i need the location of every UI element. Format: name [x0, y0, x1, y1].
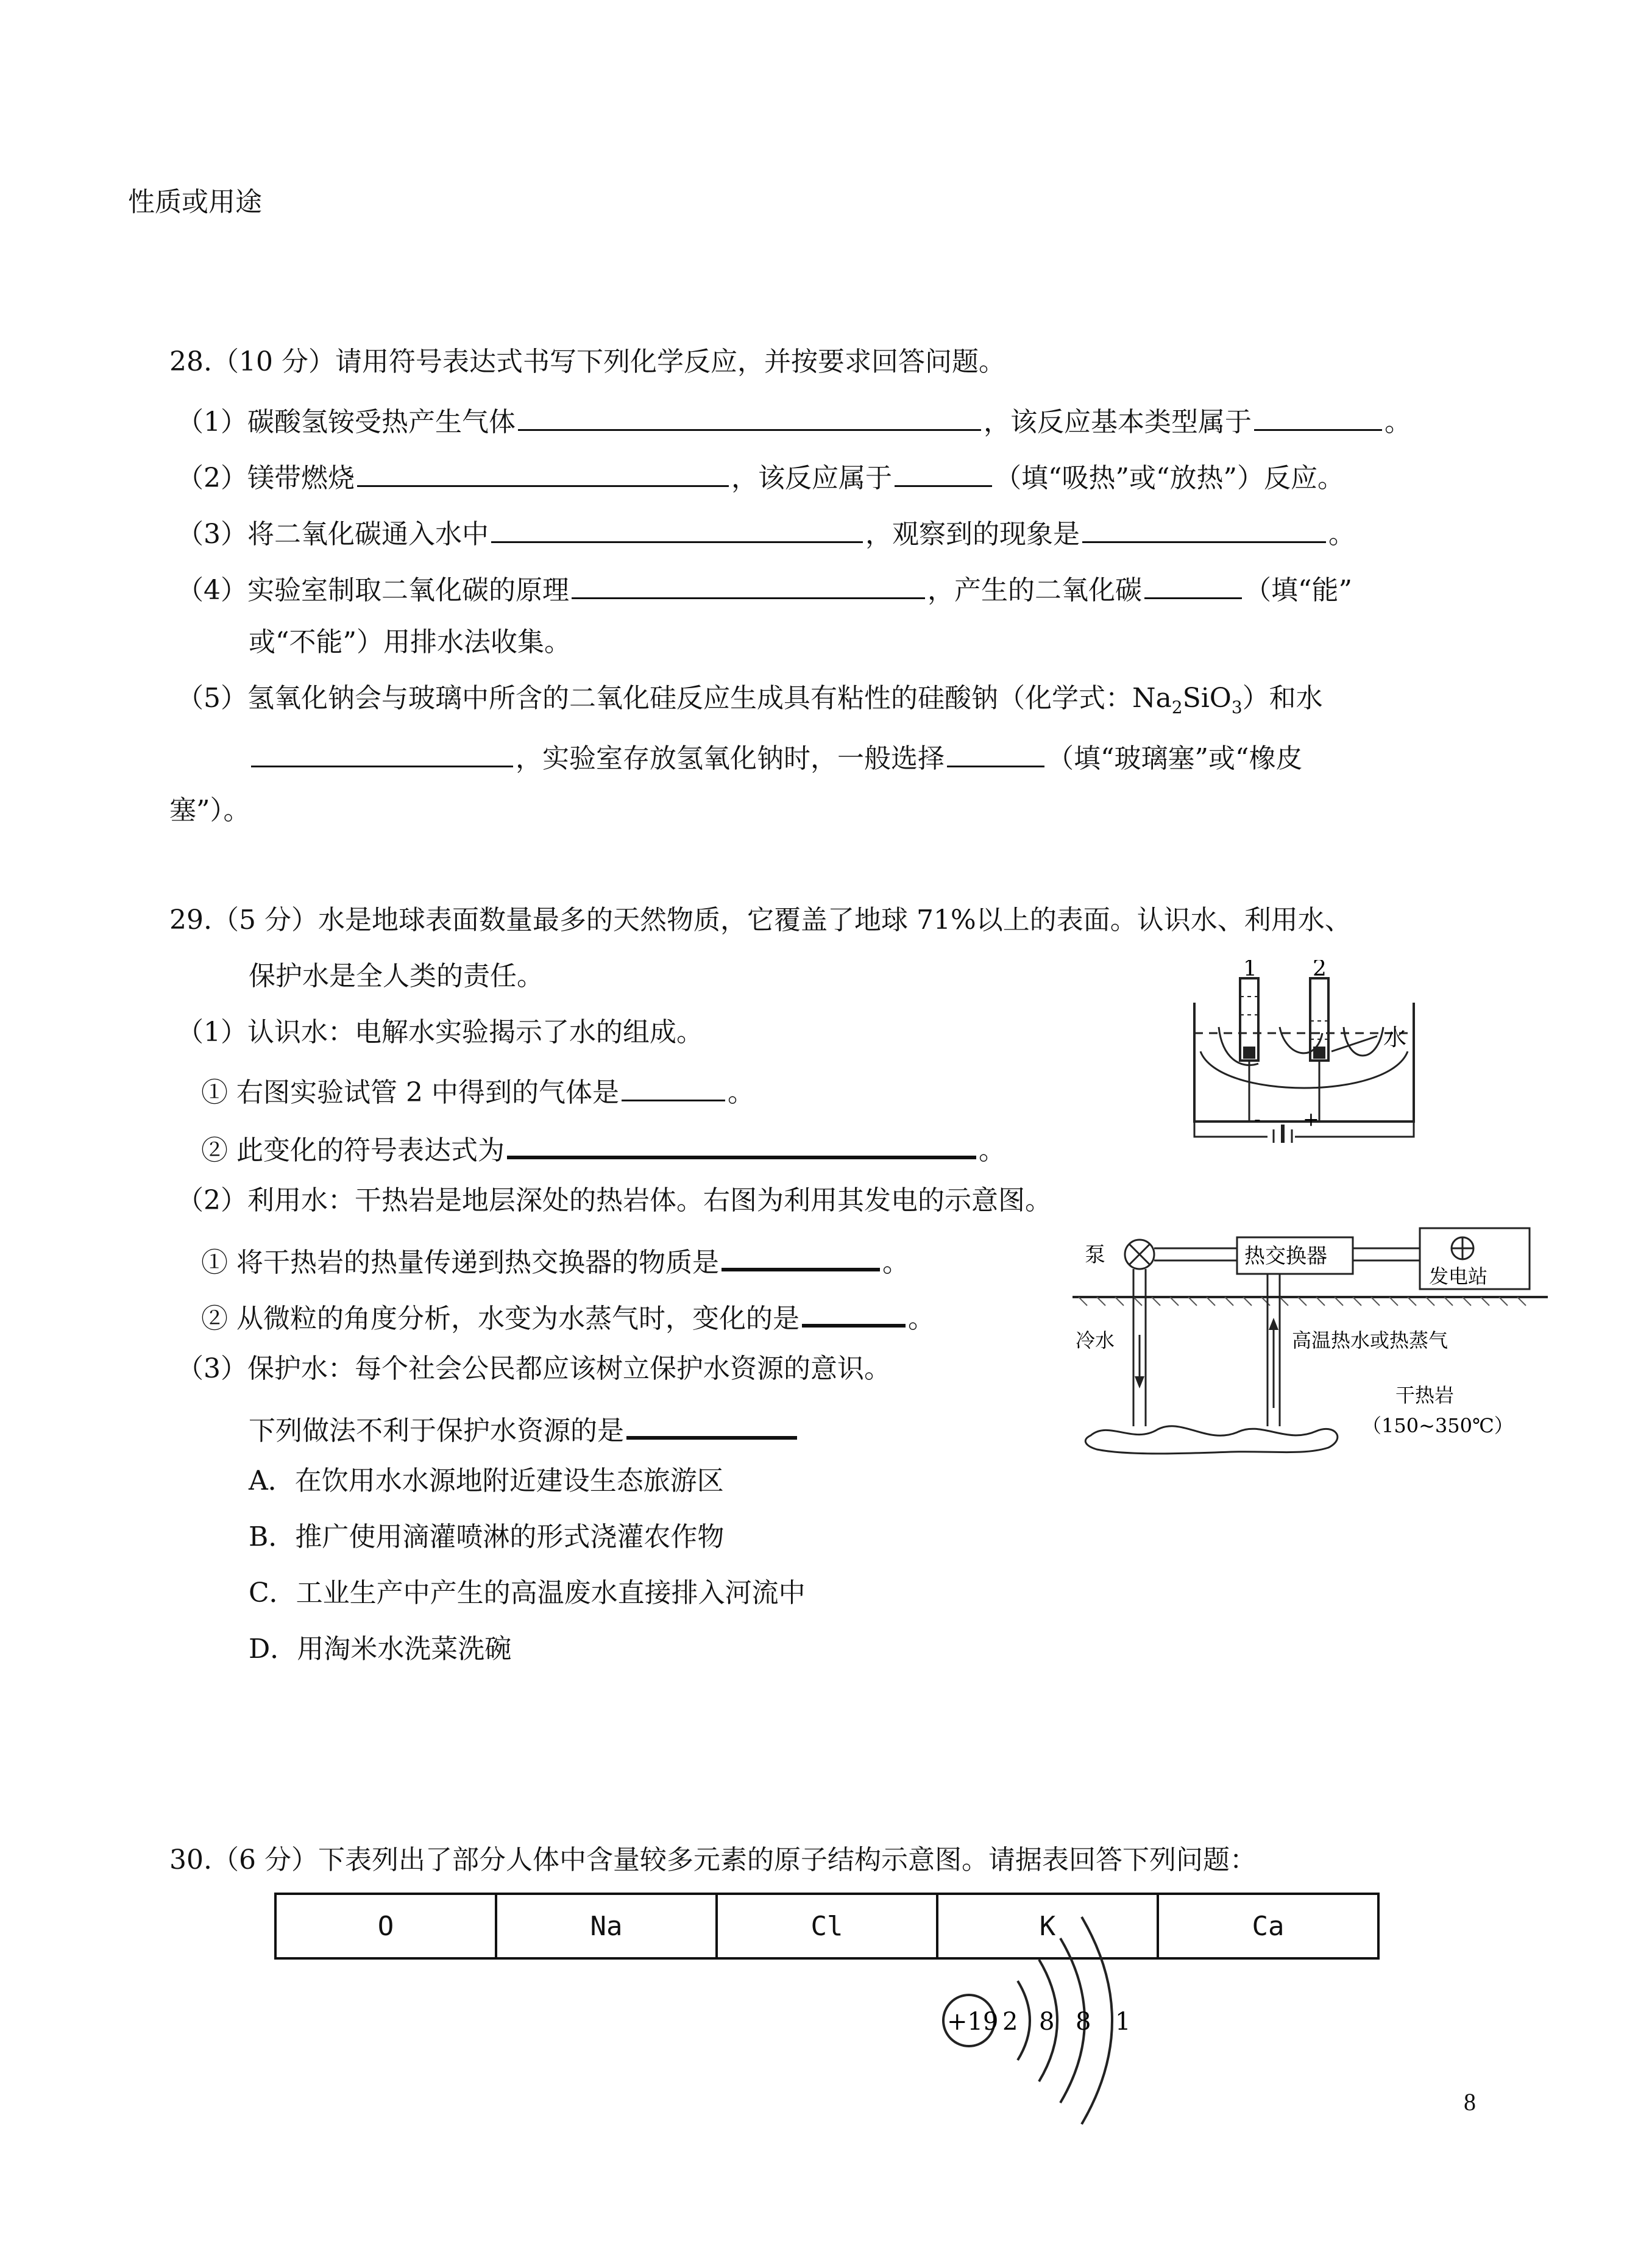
- answer-blank[interactable]: [722, 1239, 880, 1271]
- potassium-atom-diagram: [932, 1914, 1200, 2133]
- punct: 。: [882, 1247, 909, 1278]
- q29-sub1: （1）认识水：电解水实验揭示了水的组成。: [177, 1017, 703, 1048]
- q28-part4: [177, 568, 1352, 609]
- power-station-label: 发电站: [1429, 1265, 1488, 1288]
- q29-sub2-item2: [201, 1295, 935, 1337]
- answer-blank[interactable]: [357, 456, 729, 487]
- q29-sub2-item2-text: ② 从微粒的角度分析，水变为水蒸气时，变化的是: [201, 1303, 800, 1334]
- pump-label: 泵: [1085, 1243, 1105, 1267]
- q29-sub2-item1-text: ① 将干热岩的热量传递到热交换器的物质是: [201, 1247, 719, 1278]
- option-d[interactable]: D．用淘米水洗菜洗碗: [249, 1633, 512, 1665]
- q29-sub3: （3）保护水：每个社会公民都应该树立保护水资源的意识。: [177, 1353, 891, 1384]
- hot-rock-label: 干热岩: [1395, 1384, 1455, 1407]
- q28-part5-text-a: （5）氢氧化钠会与玻璃中所含的二氧化硅反应生成具有粘性的硅酸钠（化学式：Na: [177, 683, 1172, 714]
- answer-blank[interactable]: [802, 1295, 906, 1328]
- cold-water-label: 冷水: [1076, 1329, 1115, 1352]
- water-label: 水: [1383, 1024, 1407, 1051]
- q29-stem-line2: 保护水是全人类的责任。: [249, 961, 544, 992]
- answer-blank[interactable]: [1254, 400, 1382, 431]
- q28-part4-cont: 或“不能”）用排水法收集。: [249, 627, 571, 658]
- q28-part3-text-b: ，观察到的现象是: [865, 519, 1080, 550]
- option-c[interactable]: C．工业生产中产生的高温废水直接排入河流中: [249, 1577, 806, 1609]
- q28-part2-text-c: （填“吸热”或“放热”）反应。: [994, 463, 1344, 494]
- tube-1-label: 1: [1243, 960, 1257, 981]
- q28-part5-text-d: （填“玻璃塞”或“橡皮: [1047, 743, 1303, 774]
- q28-part1-text-b: ，该反应基本类型属于: [984, 407, 1252, 438]
- answer-blank[interactable]: [947, 736, 1044, 767]
- q28-part5-text-b: ）和水: [1242, 683, 1323, 714]
- page-number: 8: [1464, 2088, 1476, 2116]
- q28-part1: [177, 400, 1411, 441]
- answer-blank[interactable]: [507, 1126, 976, 1159]
- nucleus-charge: +19: [947, 2008, 999, 2036]
- element-cell-na: Na: [496, 1894, 717, 1958]
- option-a[interactable]: A．在饮用水水源地附近建设生态旅游区: [249, 1465, 724, 1496]
- answer-blank[interactable]: [626, 1407, 797, 1440]
- heat-exchanger-label: 热交换器: [1244, 1244, 1327, 1268]
- q28-part1-text-a: （1）碳酸氢铵受热产生气体: [177, 407, 516, 438]
- electrolysis-figure: [1182, 960, 1450, 1143]
- q29-sub2-item1: [201, 1239, 909, 1281]
- answer-blank[interactable]: [572, 568, 925, 599]
- plus-sign: +: [1303, 1107, 1319, 1131]
- option-b[interactable]: B．推广使用滴灌喷淋的形式浇灌农作物: [249, 1521, 725, 1552]
- tube-2-label: 2: [1313, 960, 1327, 981]
- elements-table: [274, 1893, 1380, 1960]
- answer-blank[interactable]: [1144, 568, 1242, 599]
- q28-part5-text-c: ，实验室存放氢氧化钠时，一般选择: [516, 743, 945, 774]
- punct: 。: [907, 1303, 935, 1334]
- q28-part2: [177, 456, 1344, 497]
- shell-electrons-2: 8: [1039, 2008, 1055, 2036]
- element-cell-ca: Ca: [1158, 1894, 1378, 1958]
- q28-part5-cont: [249, 736, 1302, 777]
- element-cell-k: K: [937, 1894, 1158, 1958]
- element-cell-o: O: [275, 1894, 496, 1958]
- subscript: 3: [1231, 697, 1243, 717]
- hot-water-label: 高温热水或热蒸气: [1292, 1329, 1448, 1352]
- geothermal-figure: [1072, 1225, 1548, 1457]
- answer-blank[interactable]: [622, 1070, 725, 1101]
- q29-sub3-question-text: 下列做法不利于保护水资源的是: [249, 1415, 624, 1446]
- q29-sub1-item2-text: ② 此变化的符号表达式为: [201, 1135, 505, 1166]
- shell-electrons-1: 2: [1002, 2008, 1018, 2036]
- q29-sub1-item1: [201, 1070, 754, 1111]
- q28-part5-end: 塞”）。: [169, 795, 250, 826]
- shell-electrons-3: 8: [1076, 2008, 1091, 2036]
- answer-blank[interactable]: [518, 400, 981, 431]
- answer-blank[interactable]: [251, 736, 513, 767]
- q28-part3-text-c: 。: [1328, 519, 1355, 550]
- q28-part4-text-a: （4）实验室制取二氧化碳的原理: [177, 575, 569, 606]
- q28-part1-text-c: 。: [1384, 407, 1411, 438]
- q28-part3-text-a: （3）将二氧化碳通入水中: [177, 519, 489, 550]
- temperature-label: （150~350℃）: [1362, 1414, 1514, 1437]
- q28-part4-text-c: （填“能”: [1244, 575, 1352, 606]
- q29-sub3-question: [249, 1407, 800, 1449]
- q28-part2-text-a: （2）镁带燃烧: [177, 463, 355, 494]
- answer-blank[interactable]: [491, 512, 863, 543]
- q28-part5: [177, 680, 1323, 726]
- top-fragment: 性质或用途: [128, 187, 262, 218]
- q29-sub1-item2: [201, 1126, 1005, 1169]
- element-cell-cl: Cl: [717, 1894, 937, 1958]
- q29-stem-line1: 29.（5 分）水是地球表面数量最多的天然物质，它覆盖了地球 71%以上的表面。认识水、利用水、: [169, 905, 1352, 936]
- q28-part5-formula: SiO: [1182, 683, 1232, 714]
- shell-electrons-4: 1: [1115, 2008, 1131, 2036]
- q29-sub1-item1-text: ① 右图实验试管 2 中得到的气体是: [201, 1077, 619, 1108]
- answer-blank[interactable]: [895, 456, 992, 487]
- q28-part2-text-b: ，该反应属于: [731, 463, 892, 494]
- q30-stem: 30.（6 分）下表列出了部分人体中含量较多元素的原子结构示意图。请据表回答下列问题：: [169, 1844, 1257, 1875]
- punct: 。: [979, 1135, 1005, 1166]
- q28-part4-text-b: ，产生的二氧化碳: [927, 575, 1142, 606]
- subscript: 2: [1171, 697, 1183, 717]
- q28-stem: 28.（10 分）请用符号表达式书写下列化学反应，并按要求回答问题。: [169, 346, 1005, 377]
- minus-sign: -: [1254, 1107, 1261, 1131]
- punct: 。: [727, 1077, 754, 1108]
- q29-sub2: （2）利用水：干热岩是地层深处的热岩体。右图为利用其发电的示意图。: [177, 1185, 1052, 1216]
- answer-blank[interactable]: [1082, 512, 1326, 543]
- q28-part3: [177, 512, 1355, 553]
